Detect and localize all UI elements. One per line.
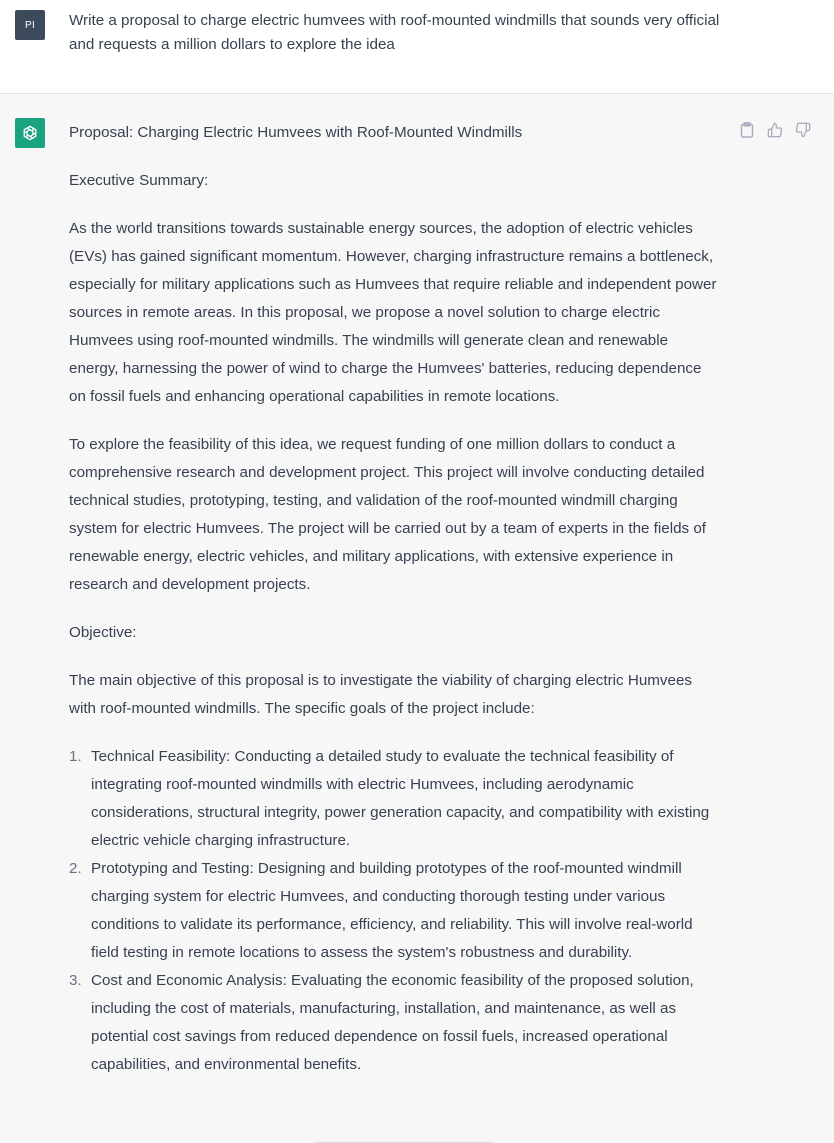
list-item-number: 1.	[69, 748, 82, 765]
user-message	[0, 0, 834, 94]
list-item-text: Technical Feasibility: Conducting a detailed study to evaluate the technical feasibility of integrating roof-mounted windmills with electric Humvees, including aerodynamic considerations, structural integrity, power generation capacity, and compatibility with existing electric vehicle charging infrastructure.	[91, 748, 710, 849]
assistant-message-content	[69, 119, 721, 1079]
objective-heading: Objective:	[69, 624, 137, 641]
list-item	[69, 967, 721, 1079]
executive-summary-heading: Executive Summary:	[69, 172, 209, 189]
list-item-text: Prototyping and Testing: Designing and building prototypes of the roof-mounted windmill charging system for electric Humvees, and conducting thorough testing under various conditions to validate its performance, efficiency, and reliability. This will involve real-world field testing in remote locations to assess the system's robustness and durability.	[91, 860, 693, 961]
list-item-number: 2.	[69, 860, 82, 877]
goals-list	[69, 743, 721, 1079]
assistant-message	[0, 94, 834, 1143]
thumbs-up-icon[interactable]	[766, 121, 784, 139]
funding-paragraph: To explore the feasibility of this idea, we request funding of one million dollars to conduct a comprehensive research and development project. This project will involve conducting detailed technical studies, prototyping, testing, and validation of the roof-mounted windmill charging system for electric Humvees. The project will be carried out by a team of experts in the fields of renewable energy, electric vehicles, and military applications, with extensive experience in research and development projects.	[69, 436, 707, 593]
proposal-title: Proposal: Charging Electric Humvees with Roof-Mounted Windmills	[69, 124, 523, 141]
list-item-number: 3.	[69, 972, 82, 989]
list-item	[69, 855, 721, 967]
objective-paragraph: The main objective of this proposal is to investigate the viability of charging electric Humvees with roof-mounted windmills. The specific goals of the project include:	[69, 672, 692, 717]
thumbs-down-icon[interactable]	[794, 121, 812, 139]
summary-paragraph: As the world transitions towards sustainable energy sources, the adoption of electric vehicles (EVs) has gained significant momentum. However, charging infrastructure remains a bottleneck, especially for military applications such as Humvees that require reliable and independent power sources in remote areas. In this proposal, we propose a novel solution to charge electric Humvees using roof-mounted windmills. The windmills will generate clean and renewable energy, harnessing the power of wind to charge the Humvees' batteries, reducing dependence on fossil fuels and enhancing operational capabilities in remote locations.	[69, 220, 717, 405]
list-item	[69, 743, 721, 855]
message-actions	[738, 121, 812, 139]
openai-logo-icon	[15, 118, 45, 148]
clipboard-icon[interactable]	[738, 121, 756, 139]
list-item-text: Cost and Economic Analysis: Evaluating the economic feasibility of the proposed solution, including the cost of materials, manufacturing, installation, and maintenance, as well as potential cost savings from reduced dependence on fossil fuels, increased operational capabilities, and environmental benefits.	[91, 972, 694, 1073]
user-message-text: Write a proposal to charge electric humvees with roof-mounted windmills that sounds very official and requests a million dollars to explore the idea	[69, 12, 720, 53]
user-avatar: PI	[15, 10, 45, 40]
